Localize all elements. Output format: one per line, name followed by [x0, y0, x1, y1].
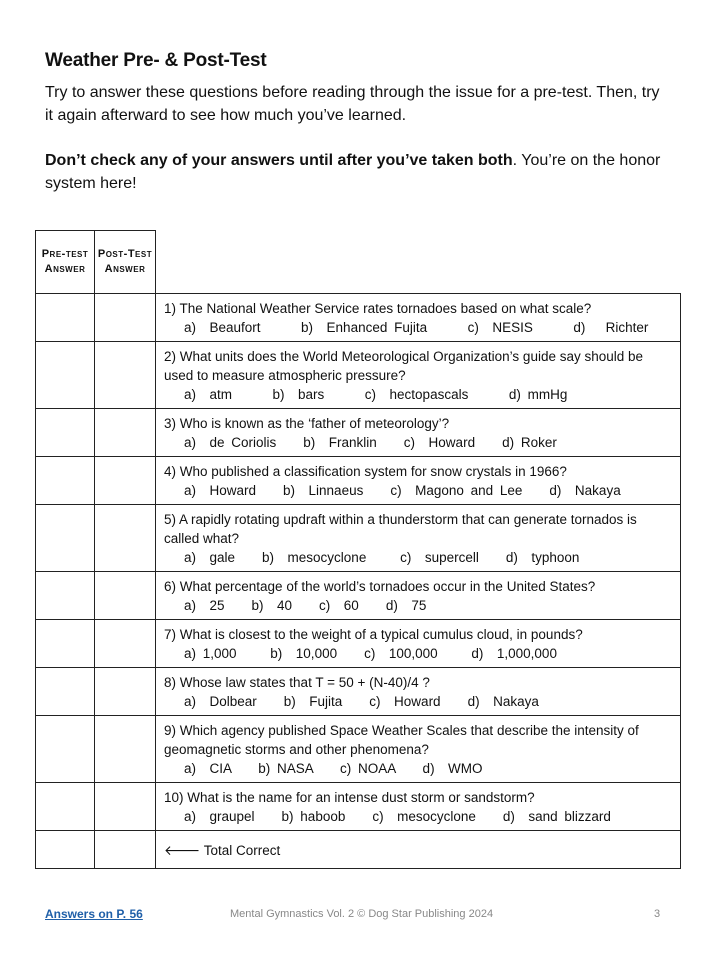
answer-options: a) Dolbear b) Fujita c) Howard d) Nakaya [184, 694, 539, 709]
question-cell [156, 572, 681, 620]
question-text: 3) Who is known as the ‘father of meteorology’? [164, 416, 450, 431]
question-row [36, 783, 681, 831]
pre-answer-cell[interactable] [36, 620, 95, 668]
quiz-table [35, 230, 681, 869]
pre-answer-cell[interactable] [36, 783, 95, 831]
post-answer-cell[interactable] [95, 409, 156, 457]
pre-answer-cell[interactable] [36, 572, 95, 620]
post-answer-cell[interactable] [95, 668, 156, 716]
question-text: 5) A rapidly rotating updraft within a thunderstorm that can generate tornados is called what? [164, 512, 637, 546]
question-text: 8) Whose law states that T = 50 + (N-40)/4 ? [164, 675, 430, 690]
pre-answer-cell[interactable] [36, 716, 95, 783]
warning-bold: Don’t check any of your answers until after you’ve taken both [45, 152, 513, 169]
question-text: 7) What is closest to the weight of a typical cumulus cloud, in pounds? [164, 627, 583, 642]
question-text: 4) Who published a classification system for snow crystals in 1966? [164, 464, 567, 479]
question-row [36, 572, 681, 620]
pre-answer-cell[interactable] [36, 457, 95, 505]
answer-options: a) gale b) mesocyclone c) supercell d) typhoon [184, 550, 580, 565]
answer-options: a) Beaufort b) Enhanced Fujita c) NESIS d) Richter [184, 320, 649, 335]
answer-options: a) 25 b) 40 c) 60 d) 75 [184, 598, 427, 613]
copyright: Mental Gymnastics Vol. 2 © Dog Star Publishing 2024 [230, 908, 494, 920]
question-cell [156, 409, 681, 457]
question-text: 1) The National Weather Service rates tornadoes based on what scale? [164, 301, 592, 316]
question-text: 2) What units does the World Meteorological Organization’s guide say should be used to measure atmospheric pressure? [164, 349, 644, 383]
header-post-test: Post-Test Answer [95, 231, 156, 294]
question-cell [156, 716, 681, 783]
answer-options: a) Howard b) Linnaeus c) Magono and Lee d) Nakaya [184, 483, 621, 498]
answer-options: a) graupel b) haboob c) mesocyclone d) sand blizzard [184, 809, 611, 824]
header-blank [156, 231, 681, 294]
post-answer-cell[interactable] [95, 294, 156, 342]
pre-answer-cell[interactable] [36, 342, 95, 409]
question-row [36, 668, 681, 716]
question-row [36, 457, 681, 505]
post-answer-cell[interactable] [95, 620, 156, 668]
post-answer-cell[interactable] [95, 783, 156, 831]
header-row [36, 231, 681, 294]
answers-link[interactable]: Answers on P. 56 [45, 907, 143, 921]
question-row [36, 620, 681, 668]
pre-answer-cell[interactable] [36, 409, 95, 457]
question-text: 9) Which agency published Space Weather Scales that describe the intensity of geomagnetic storms and other phenomena? [164, 723, 639, 757]
answer-options: a) 1,000 b) 10,000 c) 100,000 d) 1,000,000 [184, 646, 557, 661]
question-text: 6) What percentage of the world’s tornadoes occur in the United States? [164, 579, 596, 594]
post-total-cell[interactable] [95, 831, 156, 869]
question-cell [156, 668, 681, 716]
question-cell [156, 457, 681, 505]
question-row [36, 505, 681, 572]
page-number: 3 [654, 908, 661, 920]
answer-options: a) atm b) bars c) hectopascals d) mmHg [184, 387, 568, 402]
page-title: Weather Pre- & Post-Test [45, 50, 267, 71]
intro-text: Try to answer these questions before reading through the issue for a pre-test. Then, try it again afterward to see how much you’ve learned. [45, 84, 660, 124]
header-pre-test: Pre-test Answer [36, 231, 95, 294]
question-cell [156, 342, 681, 409]
post-answer-cell[interactable] [95, 716, 156, 783]
question-cell [156, 620, 681, 668]
post-answer-cell[interactable] [95, 572, 156, 620]
total-label: 🡐 Total Correct [156, 831, 681, 869]
post-answer-cell[interactable] [95, 505, 156, 572]
answer-options: a) CIA b) NASA c) NOAA d) WMO [184, 761, 483, 776]
pre-answer-cell[interactable] [36, 294, 95, 342]
answer-options: a) de Coriolis b) Franklin c) Howard d) Roker [184, 435, 557, 450]
pre-answer-cell[interactable] [36, 668, 95, 716]
question-cell [156, 783, 681, 831]
question-row [36, 342, 681, 409]
question-row [36, 716, 681, 783]
warning-text [45, 149, 665, 195]
question-row [36, 294, 681, 342]
post-answer-cell[interactable] [95, 342, 156, 409]
question-row [36, 409, 681, 457]
post-answer-cell[interactable] [95, 457, 156, 505]
pre-answer-cell[interactable] [36, 505, 95, 572]
pre-total-cell[interactable] [36, 831, 95, 869]
question-cell [156, 294, 681, 342]
question-text: 10) What is the name for an intense dust storm or sandstorm? [164, 790, 535, 805]
warning-rest: . You’re on the honor system here! [45, 152, 661, 192]
total-row [36, 831, 681, 869]
question-cell [156, 505, 681, 572]
